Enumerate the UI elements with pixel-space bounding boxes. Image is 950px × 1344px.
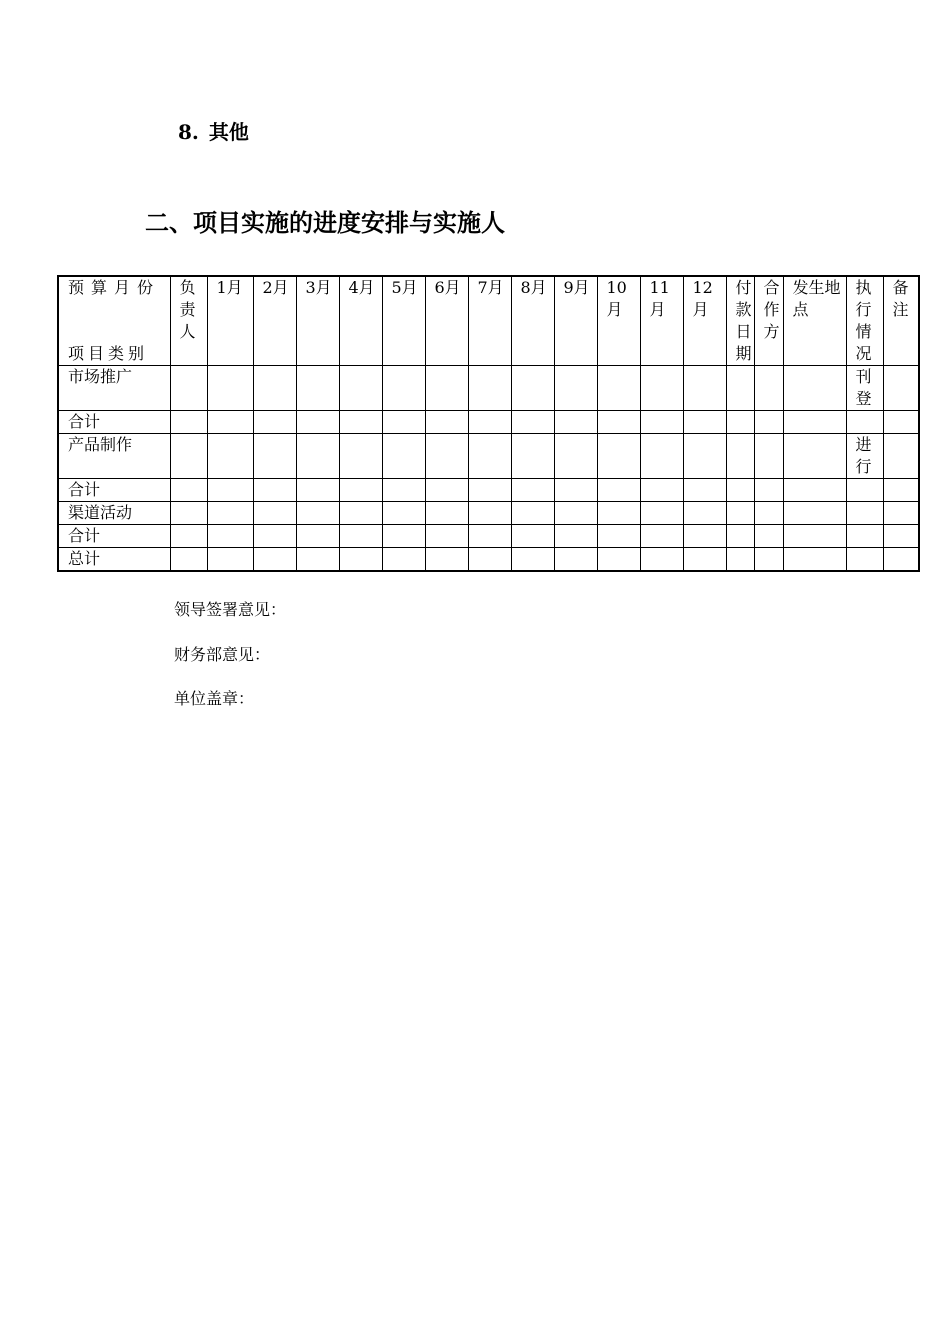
section-8-heading: [178, 116, 249, 145]
table-cell: [554, 479, 597, 502]
table-cell: [597, 434, 640, 479]
table-row: [58, 479, 919, 502]
row-label-cell: 总计: [58, 548, 170, 572]
execution-status-cell: [846, 548, 883, 572]
table-cell: [554, 366, 597, 411]
section-8-title: 其他: [208, 120, 249, 144]
table-cell: [170, 434, 207, 479]
header-cell: 执行情况: [846, 276, 883, 366]
table-cell: [339, 434, 382, 479]
table-row: [58, 434, 919, 479]
header-cell: 2月: [253, 276, 296, 366]
table-row: [58, 502, 919, 525]
table-cell: [640, 502, 683, 525]
execution-status-cell: [846, 502, 883, 525]
header-cell: 5月: [382, 276, 425, 366]
header-cell: 1月: [207, 276, 253, 366]
table-cell: [597, 479, 640, 502]
table-cell: [425, 479, 468, 502]
table-row: [58, 525, 919, 548]
header-cell: 4月: [339, 276, 382, 366]
table-cell: [468, 434, 511, 479]
table-cell: [296, 502, 339, 525]
table-cell: [511, 502, 554, 525]
corner-top-label: 预算月份: [68, 278, 161, 297]
table-cell: [511, 548, 554, 572]
table-cell: [554, 434, 597, 479]
table-cell: [640, 479, 683, 502]
table-cell: [754, 366, 783, 411]
table-cell: [253, 525, 296, 548]
table-cell: [207, 525, 253, 548]
table-cell: [468, 479, 511, 502]
table-cell: [754, 434, 783, 479]
table-cell: [683, 525, 726, 548]
header-cell: 6月: [425, 276, 468, 366]
table-cell: [339, 366, 382, 411]
corner-bottom-label: 项目类别: [68, 344, 149, 363]
table-cell: [382, 411, 425, 434]
table-cell: [640, 548, 683, 572]
schedule-table: [57, 275, 920, 572]
table-cell: [554, 525, 597, 548]
table-cell: [511, 525, 554, 548]
table-cell: [425, 548, 468, 572]
table-cell: [597, 502, 640, 525]
table-cell: [253, 502, 296, 525]
header-cell: 10月: [597, 276, 640, 366]
table-cell: [253, 479, 296, 502]
table-cell: [253, 366, 296, 411]
table-cell: [207, 502, 253, 525]
table-cell: [683, 479, 726, 502]
table-cell: [883, 548, 919, 572]
execution-status-cell: [846, 525, 883, 548]
table-cell: [253, 411, 296, 434]
table-cell: [339, 525, 382, 548]
table-cell: [597, 366, 640, 411]
table-cell: [783, 502, 846, 525]
header-cell: 备注: [883, 276, 919, 366]
table-cell: [253, 548, 296, 572]
table-cell: [683, 366, 726, 411]
table-cell: [726, 479, 754, 502]
execution-status-cell: [846, 411, 883, 434]
table-cell: [883, 525, 919, 548]
table-cell: [683, 411, 726, 434]
table-cell: [425, 434, 468, 479]
table-cell: [468, 502, 511, 525]
table-cell: [170, 479, 207, 502]
header-cell: 7月: [468, 276, 511, 366]
table-cell: [683, 548, 726, 572]
table-cell: [597, 525, 640, 548]
table-cell: [511, 479, 554, 502]
table-cell: [640, 525, 683, 548]
table-cell: [339, 502, 382, 525]
table-cell: [683, 434, 726, 479]
table-cell: [382, 548, 425, 572]
table-cell: [883, 434, 919, 479]
table-cell: [170, 366, 207, 411]
corner-header-cell: [58, 276, 170, 366]
table-cell: [883, 411, 919, 434]
table-cell: [640, 411, 683, 434]
table-cell: [296, 548, 339, 572]
section-2-heading: 二、项目实施的进度安排与实施人: [145, 209, 505, 237]
table-cell: [425, 411, 468, 434]
table-cell: [170, 548, 207, 572]
row-label-cell: 合计: [58, 411, 170, 434]
table-cell: [170, 502, 207, 525]
table-cell: [468, 548, 511, 572]
table-cell: [640, 434, 683, 479]
table-cell: [783, 411, 846, 434]
table-cell: [170, 525, 207, 548]
table-cell: [296, 525, 339, 548]
table-cell: [554, 548, 597, 572]
seal-label: 单位盖章：: [174, 689, 255, 708]
table-cell: [296, 479, 339, 502]
table-cell: [883, 366, 919, 411]
header-cell: 合作方: [754, 276, 783, 366]
table-cell: [597, 411, 640, 434]
finance-opinion-label: 财务部意见：: [174, 645, 271, 664]
table-cell: [511, 434, 554, 479]
table-header-row: [58, 276, 919, 366]
table-cell: [754, 502, 783, 525]
table-cell: [382, 479, 425, 502]
table-cell: [597, 548, 640, 572]
table-cell: [382, 525, 425, 548]
section-8-number: 8.: [178, 120, 199, 144]
header-cell: 负责人: [170, 276, 207, 366]
table-cell: [468, 411, 511, 434]
table-cell: [207, 479, 253, 502]
table-row: [58, 411, 919, 434]
table-cell: [754, 525, 783, 548]
table-cell: [468, 366, 511, 411]
table-cell: [170, 411, 207, 434]
row-label-cell: 合计: [58, 525, 170, 548]
header-cell: 3月: [296, 276, 339, 366]
table-cell: [754, 479, 783, 502]
table-cell: [726, 548, 754, 572]
table-row: [58, 366, 919, 411]
table-cell: [554, 502, 597, 525]
table-cell: [554, 411, 597, 434]
execution-status-cell: 进行: [846, 434, 883, 479]
table-cell: [640, 366, 683, 411]
table-cell: [754, 411, 783, 434]
table-cell: [382, 366, 425, 411]
table-cell: [296, 434, 339, 479]
row-label-cell: 渠道活动: [58, 502, 170, 525]
table-cell: [207, 434, 253, 479]
table-cell: [296, 411, 339, 434]
table-cell: [207, 366, 253, 411]
table-cell: [683, 502, 726, 525]
table-cell: [207, 548, 253, 572]
header-cell: 8月: [511, 276, 554, 366]
execution-status-cell: 刊登: [846, 366, 883, 411]
table-cell: [511, 411, 554, 434]
table-row: [58, 548, 919, 572]
table-cell: [883, 502, 919, 525]
table-cell: [425, 525, 468, 548]
table-cell: [296, 366, 339, 411]
header-cell: 付款日期: [726, 276, 754, 366]
table-cell: [754, 548, 783, 572]
table-cell: [883, 479, 919, 502]
table-cell: [511, 366, 554, 411]
table-cell: [783, 548, 846, 572]
table-cell: [783, 479, 846, 502]
table-cell: [783, 366, 846, 411]
header-cell: 9月: [554, 276, 597, 366]
table-cell: [207, 411, 253, 434]
table-cell: [425, 502, 468, 525]
table-cell: [253, 434, 296, 479]
header-cell: 11月: [640, 276, 683, 366]
table-cell: [783, 434, 846, 479]
table-cell: [425, 366, 468, 411]
table-cell: [783, 525, 846, 548]
table-cell: [726, 411, 754, 434]
table-cell: [339, 548, 382, 572]
table-cell: [382, 502, 425, 525]
table-cell: [726, 525, 754, 548]
table-cell: [726, 502, 754, 525]
row-label-cell: 产品制作: [58, 434, 170, 479]
execution-status-cell: [846, 479, 883, 502]
header-cell: 发生地点: [783, 276, 846, 366]
table-cell: [726, 366, 754, 411]
table-cell: [339, 411, 382, 434]
leader-opinion-label: 领导签署意见：: [174, 600, 287, 619]
table-cell: [726, 434, 754, 479]
header-cell: 12月: [683, 276, 726, 366]
row-label-cell: 合计: [58, 479, 170, 502]
table-cell: [382, 434, 425, 479]
table-cell: [468, 525, 511, 548]
table-cell: [339, 479, 382, 502]
row-label-cell: 市场推广: [58, 366, 170, 411]
